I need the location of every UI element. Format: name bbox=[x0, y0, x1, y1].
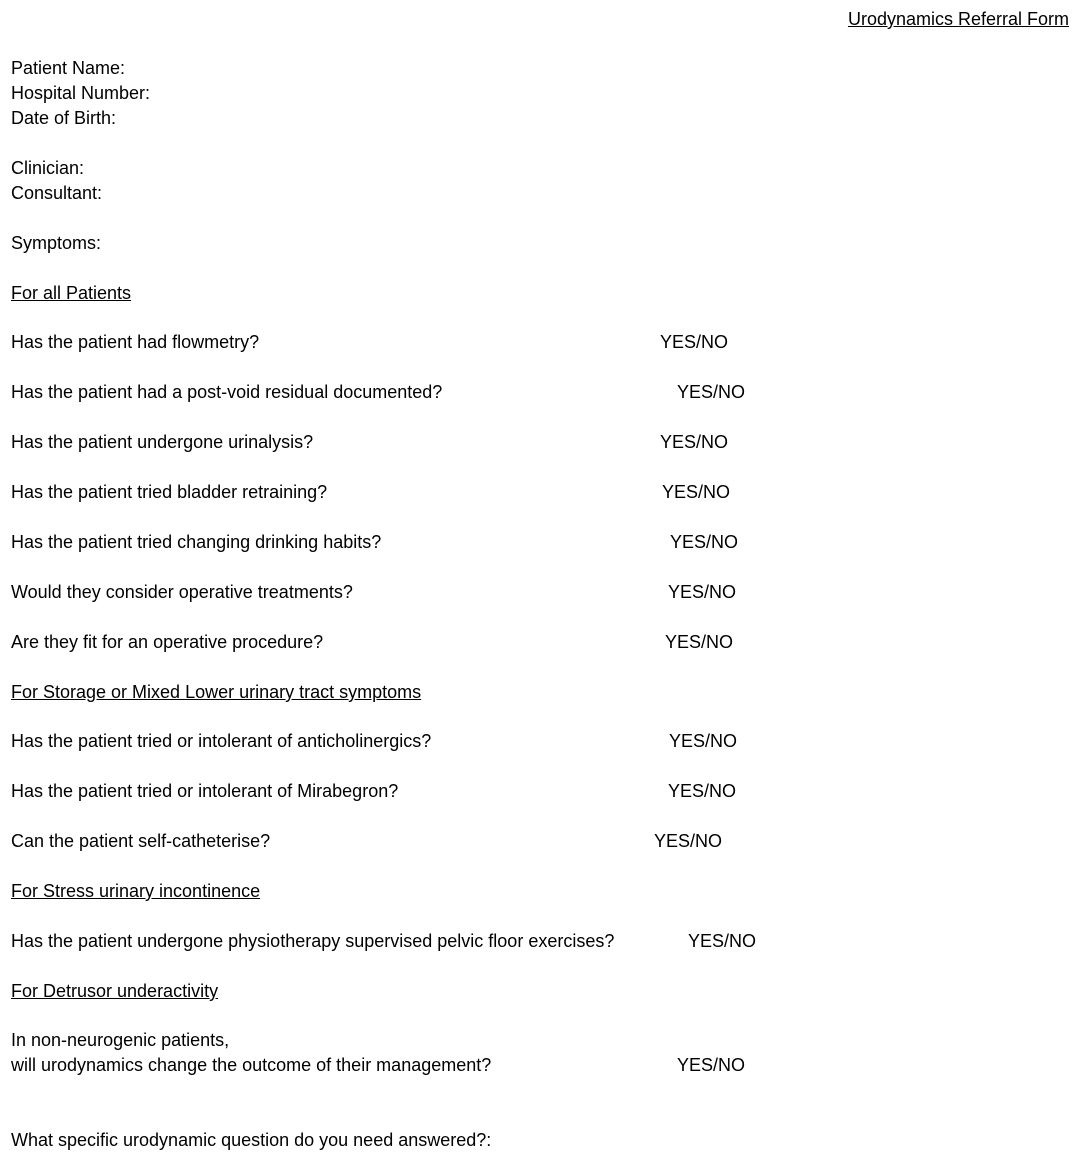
section-heading-storage-mixed: For Storage or Mixed Lower urinary tract symptoms bbox=[11, 682, 422, 702]
clinician-label: Clinician: bbox=[11, 158, 85, 178]
section-heading-all-patients: For all Patients bbox=[11, 283, 132, 303]
form-title: Urodynamics Referral Form bbox=[847, 9, 1069, 29]
answer-operative-treatments: YES/NO bbox=[668, 582, 737, 602]
question-drinking-habits: Has the patient tried changing drinking habits? bbox=[11, 532, 382, 552]
final-question: What specific urodynamic question do you need answered?: bbox=[11, 1130, 492, 1150]
answer-fit-for-procedure: YES/NO bbox=[665, 632, 734, 652]
question-non-neurogenic-line1: In non-neurogenic patients, bbox=[11, 1030, 230, 1050]
section-heading-stress: For Stress urinary incontinence bbox=[11, 881, 261, 901]
date-of-birth-label: Date of Birth: bbox=[11, 108, 117, 128]
question-bladder-retraining: Has the patient tried bladder retraining? bbox=[11, 482, 328, 502]
question-fit-for-procedure: Are they fit for an operative procedure? bbox=[11, 632, 324, 652]
answer-anticholinergics: YES/NO bbox=[669, 731, 738, 751]
question-pelvic-floor-exercises: Has the patient undergone physiotherapy supervised pelvic floor exercises? bbox=[11, 931, 615, 951]
answer-urinalysis: YES/NO bbox=[660, 432, 729, 452]
section-heading-detrusor: For Detrusor underactivity bbox=[11, 981, 219, 1001]
answer-flowmetry: YES/NO bbox=[660, 332, 729, 352]
question-mirabegron: Has the patient tried or intolerant of Mirabegron? bbox=[11, 781, 399, 801]
question-urinalysis: Has the patient undergone urinalysis? bbox=[11, 432, 314, 452]
question-self-catheterise: Can the patient self-catheterise? bbox=[11, 831, 271, 851]
question-post-void-residual: Has the patient had a post-void residual documented? bbox=[11, 382, 443, 402]
question-flowmetry: Has the patient had flowmetry? bbox=[11, 332, 260, 352]
consultant-label: Consultant: bbox=[11, 183, 103, 203]
answer-bladder-retraining: YES/NO bbox=[662, 482, 731, 502]
question-anticholinergics: Has the patient tried or intolerant of anticholinergics? bbox=[11, 731, 432, 751]
answer-mirabegron: YES/NO bbox=[668, 781, 737, 801]
answer-self-catheterise: YES/NO bbox=[654, 831, 723, 851]
hospital-number-label: Hospital Number: bbox=[11, 83, 151, 103]
answer-post-void-residual: YES/NO bbox=[677, 382, 746, 402]
symptoms-label: Symptoms: bbox=[11, 233, 102, 253]
answer-pelvic-floor-exercises: YES/NO bbox=[688, 931, 757, 951]
answer-drinking-habits: YES/NO bbox=[670, 532, 739, 552]
answer-non-neurogenic: YES/NO bbox=[677, 1055, 746, 1075]
question-operative-treatments: Would they consider operative treatments? bbox=[11, 582, 353, 602]
patient-name-label: Patient Name: bbox=[11, 58, 126, 78]
question-non-neurogenic-line2: will urodynamics change the outcome of their management? bbox=[11, 1055, 492, 1075]
